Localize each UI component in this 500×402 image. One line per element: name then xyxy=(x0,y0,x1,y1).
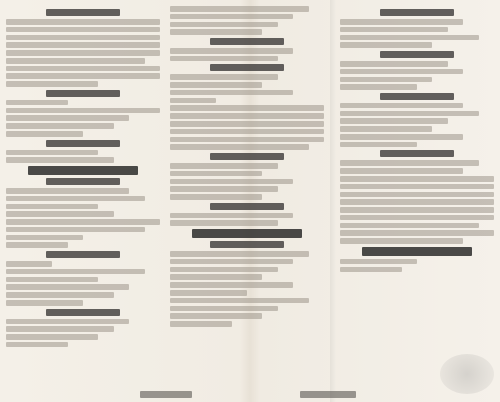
text-line xyxy=(340,230,494,236)
text-line xyxy=(340,142,417,148)
text-line xyxy=(6,100,68,106)
text-line xyxy=(6,326,114,332)
text-line xyxy=(6,211,114,217)
text-line xyxy=(340,27,448,33)
text-line xyxy=(6,261,52,267)
section-heading xyxy=(46,309,120,316)
text-line xyxy=(170,274,262,280)
unit-heading xyxy=(28,166,139,175)
text-line xyxy=(6,81,98,87)
text-line xyxy=(6,19,160,25)
text-line xyxy=(170,6,309,12)
text-line xyxy=(170,282,293,288)
text-line xyxy=(6,204,98,210)
unit-heading xyxy=(192,229,303,238)
text-line xyxy=(170,74,278,80)
section-heading xyxy=(46,90,120,97)
section-heading xyxy=(380,150,454,157)
text-line xyxy=(340,126,432,132)
text-line xyxy=(340,111,479,117)
text-line xyxy=(6,27,160,33)
page-gutter xyxy=(330,0,336,402)
text-line xyxy=(340,207,494,213)
text-line xyxy=(170,29,262,35)
text-line xyxy=(170,313,262,319)
text-line xyxy=(6,334,98,340)
text-line xyxy=(340,184,494,190)
page-footer-right xyxy=(300,391,356,398)
text-line xyxy=(340,69,463,75)
text-column-2 xyxy=(168,6,326,384)
text-line xyxy=(340,215,494,221)
text-line xyxy=(340,134,463,140)
text-line xyxy=(6,115,129,121)
section-heading xyxy=(46,9,120,16)
text-line xyxy=(170,186,278,192)
text-line xyxy=(6,42,160,48)
text-line xyxy=(6,73,160,79)
text-line xyxy=(170,220,278,226)
text-line xyxy=(340,160,479,166)
text-line xyxy=(340,77,432,83)
text-line xyxy=(170,129,324,135)
text-line xyxy=(170,56,278,62)
text-line xyxy=(6,58,145,64)
text-line xyxy=(170,179,293,185)
text-line xyxy=(340,176,494,182)
text-line xyxy=(6,219,160,225)
text-line xyxy=(340,238,463,244)
text-line xyxy=(170,82,262,88)
text-line xyxy=(340,168,463,174)
section-heading xyxy=(46,140,120,147)
text-line xyxy=(6,188,129,194)
text-line xyxy=(340,192,494,198)
text-line xyxy=(170,290,247,296)
section-heading xyxy=(46,251,120,258)
text-line xyxy=(6,269,145,275)
text-line xyxy=(340,199,494,205)
page-footer-left xyxy=(140,391,192,398)
text-line xyxy=(170,321,232,327)
text-line xyxy=(6,123,114,129)
section-heading xyxy=(210,153,284,160)
text-line xyxy=(6,242,68,248)
watermark-logo xyxy=(440,354,494,394)
text-line xyxy=(170,137,324,143)
text-line xyxy=(340,103,463,109)
text-line xyxy=(6,277,98,283)
text-line xyxy=(170,267,278,273)
text-line xyxy=(6,108,160,114)
text-line xyxy=(170,213,293,219)
text-column-3 xyxy=(338,6,496,384)
text-line xyxy=(170,171,262,177)
section-heading xyxy=(46,178,120,185)
text-line xyxy=(170,306,278,312)
text-line xyxy=(6,35,160,41)
text-line xyxy=(6,150,98,156)
text-line xyxy=(6,284,129,290)
text-line xyxy=(6,235,83,241)
text-line xyxy=(170,259,293,265)
text-line xyxy=(170,194,262,200)
text-line xyxy=(340,223,479,229)
text-line xyxy=(340,19,463,25)
text-line xyxy=(170,14,293,20)
section-heading xyxy=(210,203,284,210)
section-heading xyxy=(210,64,284,71)
text-line xyxy=(170,22,278,28)
text-line xyxy=(170,163,278,169)
section-heading xyxy=(380,9,454,16)
section-heading xyxy=(210,38,284,45)
text-line xyxy=(170,298,309,304)
section-heading xyxy=(380,51,454,58)
text-line xyxy=(340,84,417,90)
text-line xyxy=(170,251,309,257)
text-line xyxy=(6,196,145,202)
text-line xyxy=(6,319,129,325)
section-heading xyxy=(210,241,284,248)
text-line xyxy=(340,42,432,48)
text-column-1 xyxy=(4,6,162,384)
text-line xyxy=(170,121,324,127)
text-line xyxy=(6,131,83,137)
text-line xyxy=(6,300,83,306)
text-line xyxy=(170,144,309,150)
text-line xyxy=(6,157,114,163)
text-line xyxy=(340,61,448,67)
text-line xyxy=(170,98,216,104)
text-line xyxy=(170,48,293,54)
text-line xyxy=(340,118,448,124)
text-line xyxy=(6,227,145,233)
text-line xyxy=(170,90,293,96)
text-line xyxy=(6,50,160,56)
text-line xyxy=(6,66,160,72)
text-line xyxy=(340,259,417,265)
text-line xyxy=(340,267,402,273)
unit-heading xyxy=(362,247,473,256)
text-line xyxy=(6,342,68,348)
section-heading xyxy=(380,93,454,100)
text-line xyxy=(340,35,479,41)
text-line xyxy=(170,113,324,119)
text-line xyxy=(6,292,114,298)
text-line xyxy=(170,105,324,111)
